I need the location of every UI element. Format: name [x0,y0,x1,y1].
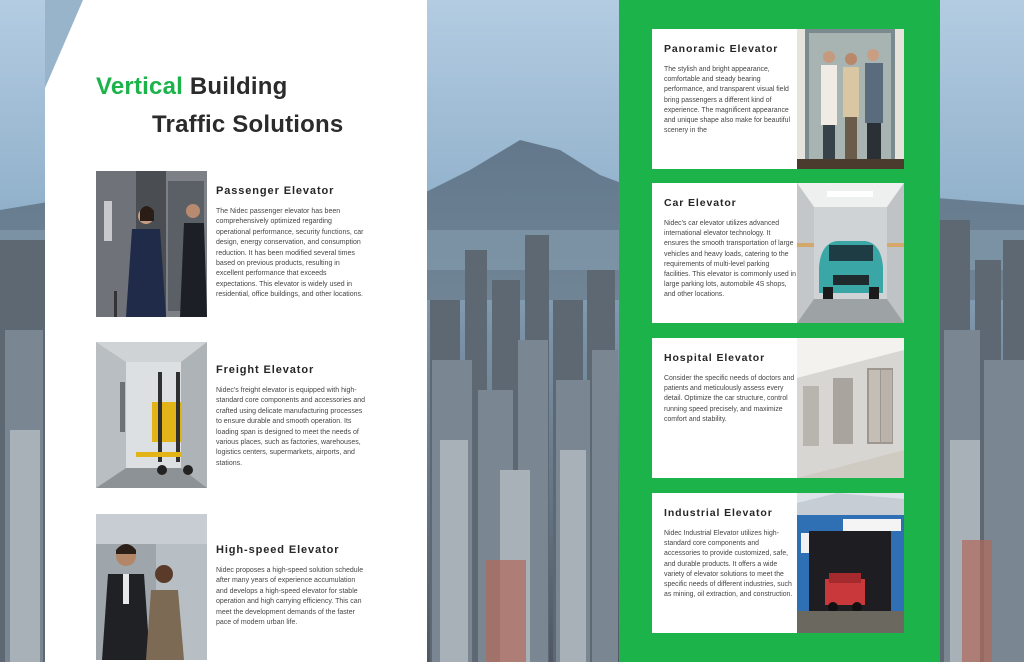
headline-accent: Vertical [96,73,183,100]
passenger-elevator-section [96,171,396,317]
headline-line-1 [96,70,396,104]
car-elevator-title: Car Elevator [664,197,737,209]
headline-line-2: Traffic Solutions [152,111,344,138]
high-speed-elevator-section [96,514,396,660]
hospital-elevator-title: Hospital Elevator [664,352,766,364]
high-speed-elevator-title: High-speed Elevator [216,544,340,556]
panoramic-elevator-description: The stylish and bright appearance, comfortable and steady bearing performance, and transparent visual field bring passengers a different kind of experience. The magnificent appearance and unique shape also make for beautiful scenery in the [664,66,791,135]
freight-elevator-section [96,342,396,488]
hospital-elevator-photo [797,338,904,478]
car-elevator-card [652,183,904,323]
industrial-elevator-card [652,493,904,633]
industrial-elevator-photo [797,493,904,633]
car-elevator-photo [797,183,904,323]
freight-elevator-photo [96,342,207,488]
headline-line-1-rest: Building [183,73,288,100]
car-elevator-description: Nidec's car elevator utilizes advanced international elevator technology. It ensures the smooth transportation of large vehicles and heavy loads, catering to the requirements of multi-level parking facilities. This elevator is commonly used in large parking lots, automobile 4S shops, and other locations. [664,220,796,299]
industrial-elevator-title: Industrial Elevator [664,507,773,519]
panoramic-elevator-title: Panoramic Elevator [664,43,779,55]
panoramic-elevator-photo [797,29,904,169]
high-speed-elevator-photo [96,514,207,660]
freight-elevator-description: Nidec's freight elevator is equipped with high-standard core components and accessories and crafted using delicate manufacturing processes to ensure durable and smooth operation. Its loading span is designed to meet the needs of various places, such as factories, warehouses, logistics centers, supermarkets, airports, and stations. [216,387,366,467]
passenger-elevator-description: The Nidec passenger elevator has been comprehensively optimized regarding operational performance, security functions, car design, energy conservation, and consumption reduction. It has been modified several times based on previous products, resulting in excellent performance that exceeds expectations. This elevator is widely used in residential, office buildings, and other locations. [216,208,364,299]
panoramic-elevator-card [652,29,904,169]
high-speed-elevator-description: Nidec proposes a high-speed solution schedule after many years of experience accumulation and develops a high-speed elevator for stable operation and high carrying efficiency. This can meet the development demands of the faster pace of modern urban life. [216,567,364,627]
headline [96,70,396,142]
industrial-elevator-description: Nidec Industrial Elevator utilizes high-standard core components and accessories to provide customized, safe, and durable products. It offers a wide variety of elevator solutions to meet the specific needs of different industries, such as mining, oil extraction, and construction. [664,530,793,599]
panel-corner-cut [45,0,85,90]
passenger-elevator-photo [96,171,207,317]
hospital-elevator-description: Consider the specific needs of doctors and patients and meticulously assess every detail. Optimize the car structure, control running speed precisely, and maximize comfort and stability. [664,375,795,423]
freight-elevator-title: Freight Elevator [216,364,315,376]
passenger-elevator-title: Passenger Elevator [216,185,335,197]
hospital-elevator-card [652,338,904,478]
